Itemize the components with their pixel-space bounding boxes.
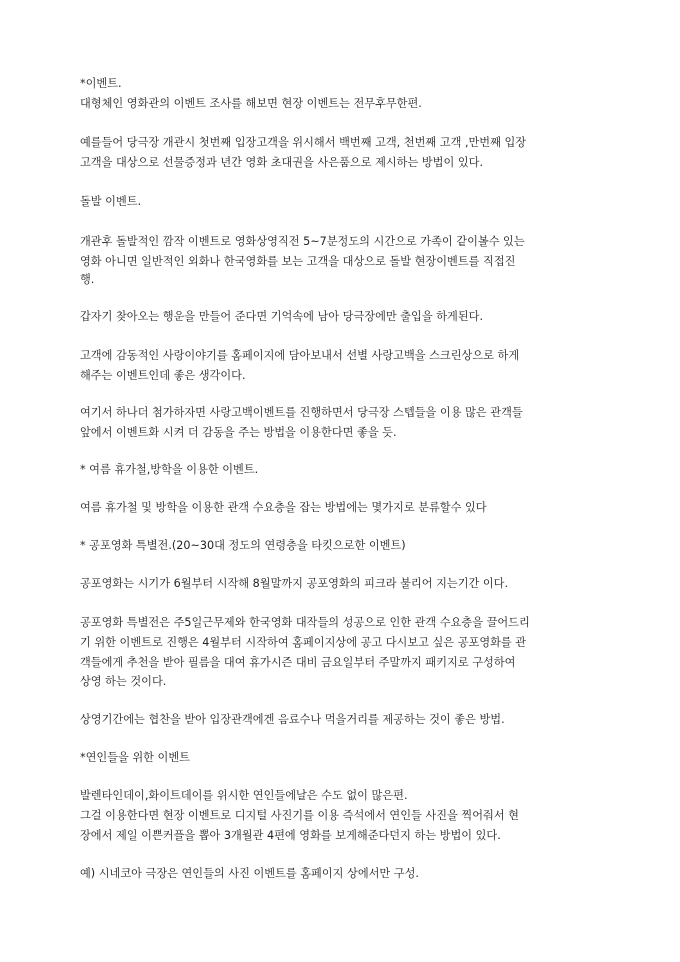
paragraph-example-cinecore: 예) 시네코아 극장은 연인들의 사진 이벤트를 홈페이지 상에서만 구성. xyxy=(80,867,419,880)
paragraph-horror-line1: 공포영화 특별전은 주5일근무제와 한국영화 대작들의 성공으로 인한 관객 수요층을 끌어드리 xyxy=(80,616,530,629)
paragraph-horror-line3: 객들에게 추천을 받아 필름을 대여 휴가시즌 대비 금요일부터 주말까지 패키지로 구성하여 xyxy=(80,656,516,669)
paragraph-couples-line1: 발렌타인데이,화이트데이를 위시한 연인들에날은 수도 없이 많은편. xyxy=(80,789,408,802)
paragraph-example-line1: 예를들어 당극장 개관시 첫번째 입장고객을 위시해서 백번째 고객, 천번째 고객 ,만번째 입장 xyxy=(80,136,527,149)
paragraph-love-line1: 고객에 감동적인 사랑이야기를 홈페이지에 담아보내서 선별 사랑고백을 스크린상으로 하게 xyxy=(80,349,520,362)
paragraph-example-line2: 고객을 대상으로 선물증정과 년간 영화 초대권을 사은품으로 제시하는 방법이 있다. xyxy=(80,156,484,169)
heading-horror-special: * 공포영화 특별전.(20~30대 정도의 연령층을 타킷으로한 이벤트) xyxy=(80,539,406,552)
heading-sudden-event: 돌발 이벤트. xyxy=(80,195,142,208)
paragraph-sudden-line3: 행. xyxy=(80,273,95,286)
paragraph-addition-line1: 여기서 하나더 첨가하자면 사랑고백이벤트를 진행하면서 당극장 스텝들을 이용 많은 관객들 xyxy=(80,406,523,419)
paragraph-sudden-line1: 개관후 돌발적인 깜작 이벤트로 영화상영직전 5~7분정도의 시간으로 가족이 같이볼수 있는 xyxy=(80,235,525,248)
paragraph-love-line2: 해주는 이벤트인데 좋은 생각이다. xyxy=(80,369,246,382)
paragraph-horror-line2: 기 위한 이벤트로 진행은 4월부터 시작하여 홈페이지상에 공고 다시보고 싶은 공포영화를 관 xyxy=(80,636,527,649)
paragraph-couples-line2: 그걸 이용한다면 현장 이벤트로 디지털 사진기를 이용 즉석에서 연인들 사진을 찍어줘서 현 xyxy=(80,809,519,822)
paragraph-addition-line2: 앞에서 이벤트화 시켜 더 감동을 주는 방법을 이용한다면 좋을 듯. xyxy=(80,426,397,439)
paragraph-sponsorship: 상영기간에는 협찬을 받아 입장관객에겐 음료수나 먹을거리를 제공하는 것이 좋은 방법. xyxy=(80,713,505,726)
paragraph-horror-season: 공포영화는 시기가 6월부터 시작해 8월말까지 공포영화의 피크라 불리어 지는기간 이다. xyxy=(80,577,509,590)
paragraph-luck: 갑자기 찾아오는 행운을 만들어 준다면 기억속에 남아 당극장에만 출입을 하게된다. xyxy=(80,310,484,323)
heading-event: *이벤트. xyxy=(80,77,122,90)
paragraph-sudden-line2: 영화 아니면 일반적인 외화나 한국영화를 보는 고객을 대상으로 돌발 현장이벤트를 직접진 xyxy=(80,255,516,268)
paragraph-horror-line4: 상영 하는 것이다. xyxy=(80,675,167,688)
heading-summer-event: * 여름 휴가철,방학을 이용한 이벤트. xyxy=(80,463,259,476)
paragraph-summer: 여름 휴가철 및 방학을 이용한 관객 수요층을 잡는 방법에는 몇가지로 분류할수 있다 xyxy=(80,501,487,514)
paragraph-couples-line3: 장에서 제일 이쁜커플을 뽑아 3개월관 4편에 영화를 보게해준다던지 하는 방법이 있다. xyxy=(80,829,501,842)
paragraph-intro: 대형체인 영화관의 이벤트 조사를 해보면 현장 이벤트는 전무후무한편. xyxy=(80,97,422,110)
heading-couples-event: *연인들을 위한 이벤트 xyxy=(80,751,190,764)
